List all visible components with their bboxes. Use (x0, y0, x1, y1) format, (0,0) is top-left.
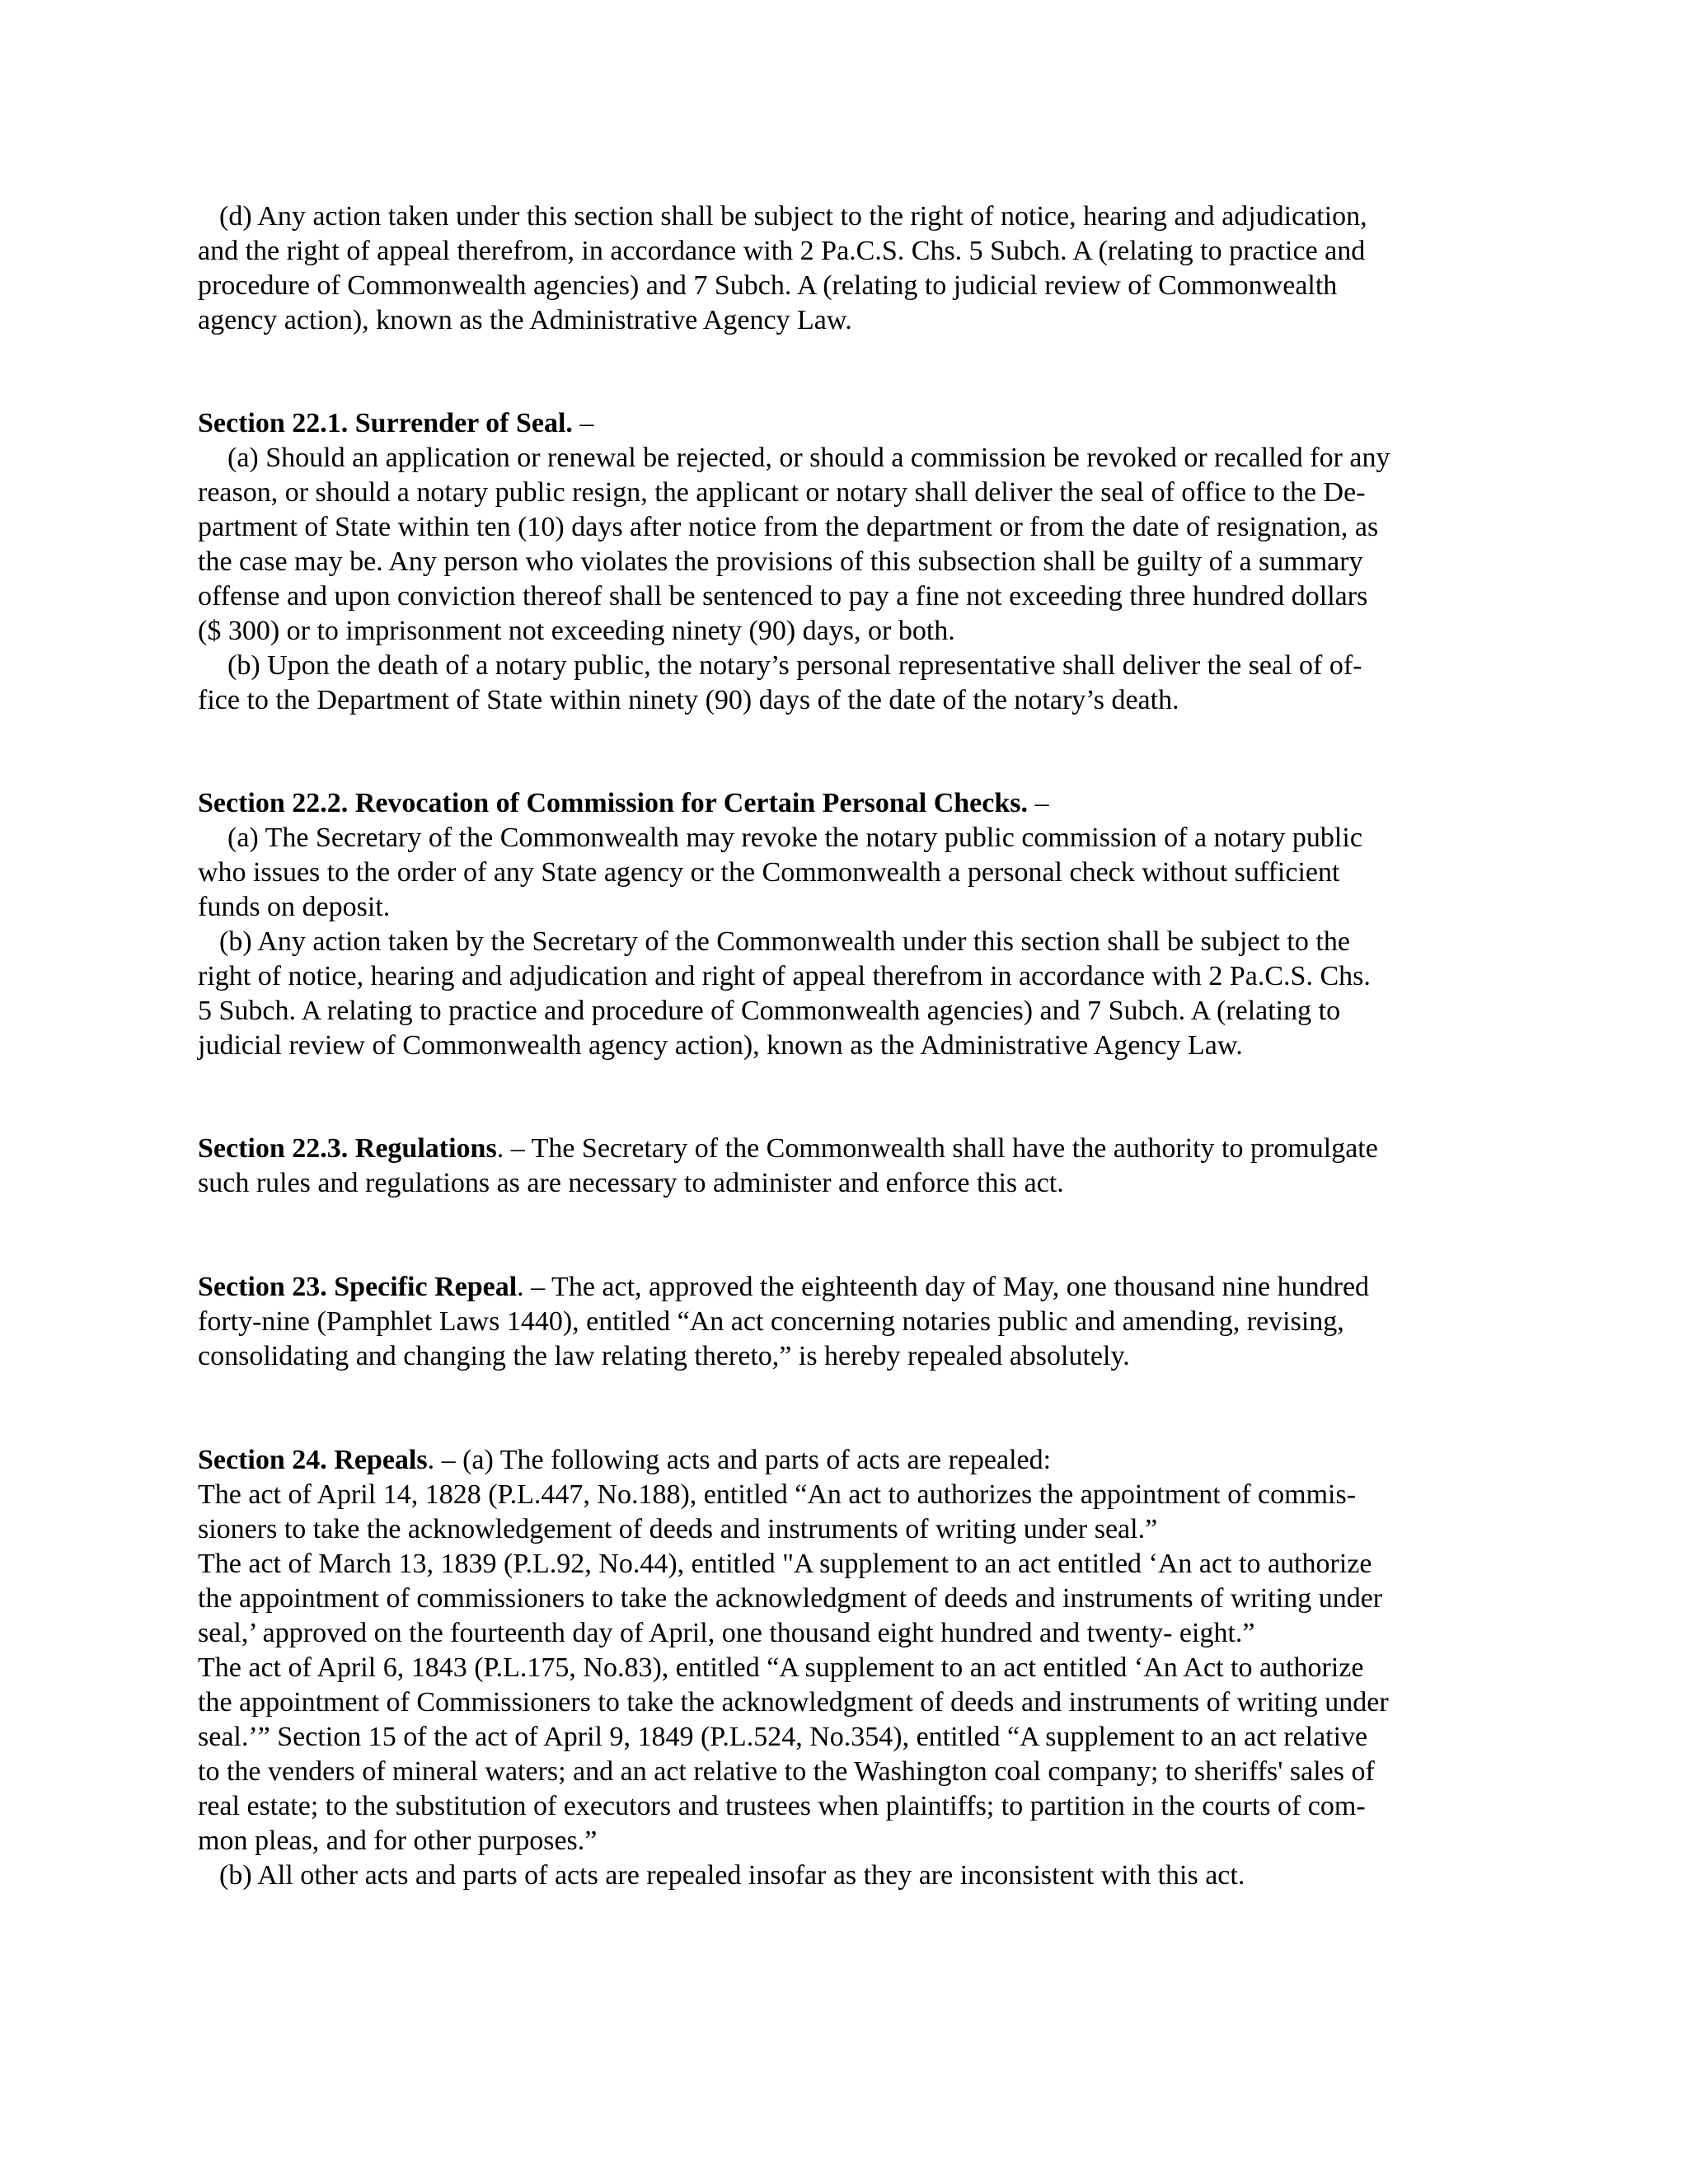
paragraph-line: funds on deposit. (198, 892, 391, 922)
section-heading: Section 22.1. Surrender of Seal. (198, 408, 573, 438)
paragraph-line: consolidating and changing the law relating thereto,” is hereby repealed absolutely. (198, 1341, 1130, 1371)
paragraph-line: and the right of appeal therefrom, in accordance with 2 Pa.C.S. Chs. 5 Subch. A (relating to practice and (198, 236, 1366, 266)
section-text: . – (a) The following acts and parts of acts are repealed: (427, 1445, 1052, 1475)
paragraph-d (198, 199, 1500, 338)
paragraph-line: (b) Upon the death of a notary public, the notary’s personal representative shall deliver the seal of of- (227, 650, 1362, 681)
section-heading: Section 24. Repeals (198, 1445, 428, 1475)
section-heading-line (198, 786, 1500, 821)
paragraph-line: fice to the Department of State within ninety (90) days of the date of the notary’s death. (198, 685, 1179, 715)
paragraph-line: seal.’” Section 15 of the act of April 9, 1849 (P.L.524, No.354), entitled “A supplement to an act relative (198, 1722, 1368, 1752)
section-heading: Section 23. Specific Repeal (198, 1272, 518, 1302)
section-heading: Section 22.2. Revocation of Commission for Certain Personal Checks. (198, 788, 1029, 818)
paragraph-line: procedure of Commonwealth agencies) and 7 Subch. A (relating to judicial review of Commonwealth (198, 270, 1338, 301)
paragraph-line: ($ 300) or to imprisonment not exceeding ninety (90) days, or both. (198, 616, 955, 646)
section-text: . – The act, approved the eighteenth day of May, one thousand nine hundred (517, 1272, 1370, 1302)
paragraph-line: to the venders of mineral waters; and an act relative to the Washington coal company; to sheriffs' sales of (198, 1756, 1375, 1787)
section-23 (198, 1270, 1500, 1374)
paragraph-line: (b) All other acts and parts of acts are repealed insofar as they are inconsistent with this act. (219, 1860, 1245, 1891)
heading-dash: – (572, 408, 594, 438)
paragraph-line: partment of State within ten (10) days after notice from the department or from the date of resignation, as (198, 512, 1379, 542)
paragraph-line: sioners to take the acknowledgement of deeds and instruments of writing under seal.” (198, 1514, 1158, 1544)
paragraph-line: reason, or should a notary public resign, the applicant or notary shall deliver the seal of office to the De- (198, 477, 1366, 508)
section-heading-line (198, 1132, 1500, 1166)
paragraph-line: such rules and regulations as are necessary to administer and enforce this act. (198, 1168, 1064, 1198)
paragraph-line: forty-nine (Pamphlet Laws 1440), entitled “An act concerning notaries public and amending, revising, (198, 1306, 1344, 1337)
paragraph-line: The act of March 13, 1839 (P.L.92, No.44), entitled "A supplement to an act entitled ‘An act to authorize (198, 1549, 1372, 1579)
paragraph-line: (d) Any action taken under this section shall be subject to the right of notice, hearing and adjudication, (219, 201, 1367, 232)
section-heading-line (198, 1270, 1500, 1305)
section-heading: Section 22.3. Regulations (198, 1133, 497, 1164)
paragraph-line: agency action), known as the Administrative Agency Law. (198, 305, 852, 335)
paragraph-line: real estate; to the substitution of executors and trustees when plaintiffs; to partition in the courts of com- (198, 1791, 1366, 1821)
paragraph-line: who issues to the order of any State agency or the Commonwealth a personal check without sufficient (198, 857, 1340, 888)
paragraph-line: (a) The Secretary of the Commonwealth may revoke the notary public commission of a notary public (227, 823, 1362, 853)
paragraph-line: offense and upon conviction thereof shall be sentenced to pay a fine not exceeding three hundred dollars (198, 581, 1368, 612)
section-22-2 (198, 786, 1500, 1063)
paragraph-line: (b) Any action taken by the Secretary of the Commonwealth under this section shall be subject to the (219, 926, 1350, 957)
heading-dash: – (1028, 788, 1049, 818)
paragraph-line: The act of April 6, 1843 (P.L.175, No.83), entitled “A supplement to an act entitled ‘An Act to authorize (198, 1652, 1364, 1683)
paragraph-line: judicial review of Commonwealth agency action), known as the Administrative Agency Law. (198, 1030, 1243, 1061)
section-22-3 (198, 1132, 1500, 1201)
paragraph-line: right of notice, hearing and adjudication and right of appeal therefrom in accordance with 2 Pa.C.S. Chs. (198, 961, 1371, 991)
paragraph-line: mon pleas, and for other purposes.” (198, 1825, 598, 1856)
section-heading-line (198, 1443, 1500, 1478)
section-24 (198, 1443, 1500, 1893)
paragraph-line: (a) Should an application or renewal be rejected, or should a commission be revoked or recalled for any (227, 443, 1390, 473)
paragraph-line: the case may be. Any person who violates the provisions of this subsection shall be guilty of a summary (198, 546, 1363, 577)
paragraph-line: The act of April 14, 1828 (P.L.447, No.188), entitled “An act to authorizes the appointment of commis- (198, 1479, 1357, 1510)
section-text: . – The Secretary of the Commonwealth shall have the authority to promulgate (496, 1133, 1378, 1164)
section-heading-line (198, 406, 1500, 441)
section-22-1 (198, 406, 1500, 718)
paragraph-line: 5 Subch. A relating to practice and procedure of Commonwealth agencies) and 7 Subch. A (relating to (198, 996, 1341, 1026)
paragraph-line: the appointment of Commissioners to take the acknowledgment of deeds and instruments of writing under (198, 1687, 1389, 1718)
paragraph-line: the appointment of commissioners to take the acknowledgment of deeds and instruments of writing under (198, 1583, 1383, 1614)
paragraph-line: seal,’ approved on the fourteenth day of April, one thousand eight hundred and twenty- eight.” (198, 1618, 1255, 1648)
